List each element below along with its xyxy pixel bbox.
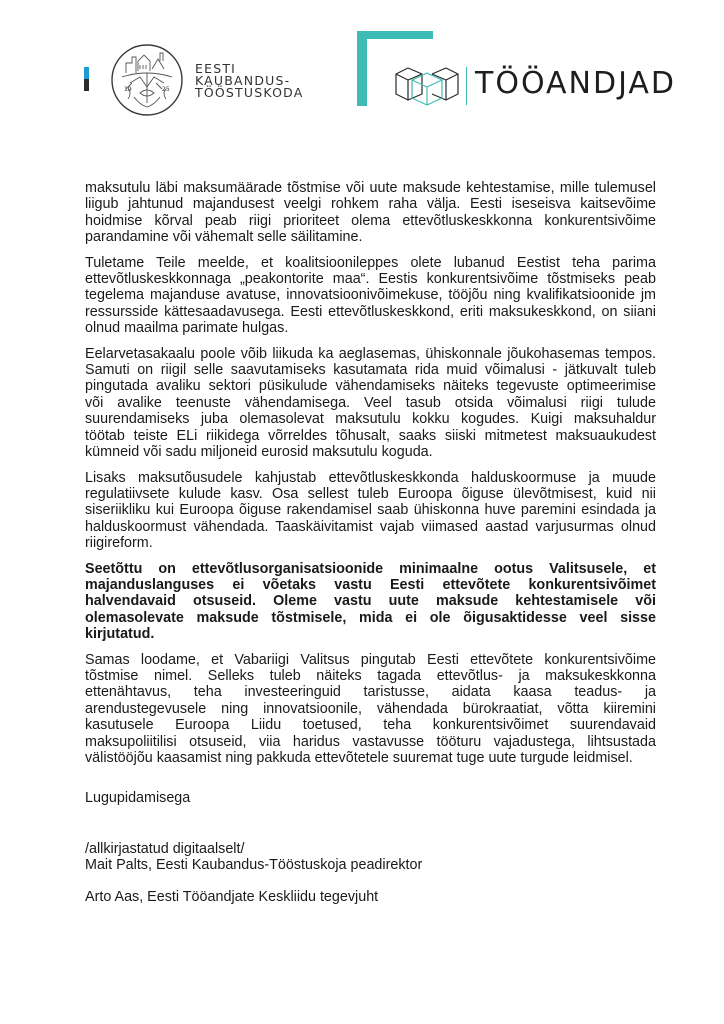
signatory-1: Mait Palts, Eesti Kaubandus-Tööstuskoja peadirektor (85, 857, 423, 874)
ekk-color-bar (84, 67, 89, 91)
cubes-logo-icon (394, 62, 460, 106)
paragraph-line: kümneid või sadu miljoneid eurosid maksutulu koguda. (85, 444, 433, 461)
paragraph-line: Lisaks maksutõusudele kahjustab ettevõtluskeskkonda halduskoormuse ja muude (85, 469, 656, 486)
paragraph-line: Eelarvetasakaalu poole võib liikuda ka aeglasemas, ühiskonnale jõukohasemas tempos. (85, 345, 656, 362)
paragraph-line: hoidmise kõrval peab riigi prioriteet olema ettevõtluskeskkonna konkurentsivõime (85, 212, 656, 229)
paragraph (85, 255, 656, 337)
employers-logo-name: TÖÖANDJAD (475, 66, 677, 101)
seal-year-left: 19 (124, 86, 132, 93)
ekk-name-line-1: EESTI (195, 61, 237, 76)
paragraph-line: parandamine või vähemalt selle säilitamine. (85, 229, 363, 246)
paragraph-line: regulatiivsete kulude kasv. Osa sellest tuleb Euroopa õiguse ülevõtmisest, kuid nii (85, 485, 656, 502)
chamber-seal-icon (110, 43, 184, 117)
paragraph-line: siseriikliku kui Euroopa õiguse rakendamisel saab ühiskonna huve paremini esindada ja (85, 502, 656, 519)
employers-logo-divider (466, 67, 467, 105)
paragraph-line: Samas loodame, et Vabariigi Valitsus pingutab Eesti ettevõtete konkurentsivõime (85, 651, 656, 668)
paragraph-line: halduskoormust vähendada. Taaskäivitamist vajab viimased aastad varjusurmas olnud (85, 518, 656, 535)
ekk-name-line-2: KAUBANDUS- (195, 73, 291, 88)
paragraph-line: Seetõttu on ettevõtlusorganisatsioonide minimaalne ootus Valitsusele, et (85, 560, 656, 577)
ekk-name-line-3: TÖÖSTUSKODA (195, 85, 304, 100)
closing-salutation: Lugupidamisega (85, 790, 191, 807)
paragraph-line: Tuletame Teile meelde, et koalitsioonileppes olete lubanud Eestist teha parima (85, 254, 656, 271)
paragraph-line: ettevõtluskeskkonnaga „peakontorite maa“. Eestis konkurentsivõime tõstmiseks peab (85, 271, 656, 288)
ekk-color-bar-blue (84, 67, 89, 79)
paragraph-line: maksutulu läbi maksumäärade tõstmise või uute maksude kehtestamise, mille tulemusel (85, 180, 656, 196)
paragraph-line: olemasolevate maksude tõstmisele, mida ei ole õigusaktidesse veel sisse (85, 609, 656, 626)
paragraph-line: tegelema majanduse avatuse, innovatsioonivõimekuse, tööjõu ning kvalifikatsioonide jm (85, 287, 656, 304)
signoff (85, 775, 656, 905)
paragraph (85, 561, 656, 643)
paragraph-line: Samuti on riigil selle saavutamiseks kasutamata rida muid võimalusi - jätkuvalt tuleb (85, 362, 656, 379)
paragraph-line: riigireform. (85, 535, 153, 552)
paragraph-line: kasutusele Euroopa Liidu toetused, teha konkurentsivõimet suurendavaid (85, 717, 656, 734)
paragraph-line: välistööjõu kaasamist ning pakkuda ettevõtetele suuremat tuge uute turgude leidmisel. (85, 750, 633, 766)
paragraph-line: maksupoliitilisi otsuseid, viia haridus vastavusse tööturu vajadustega, lihtsustada (85, 733, 656, 750)
paragraph (85, 180, 656, 246)
paragraph-line: ressursside kättesaadavusega. Eesti ettevõtluskeskkond, eriti maksukeskkond, on siiani (85, 303, 656, 320)
paragraph-line: suurendamiseks juba olemasolevat maksutulu kokku kogudes. Kuigi maksuhaldur (85, 411, 656, 428)
ekk-color-bar-dark (84, 79, 89, 91)
letter-body (85, 180, 656, 905)
signatory-2: Arto Aas, Eesti Tööandjate Keskliidu tegevjuht (85, 888, 379, 905)
paragraph (85, 470, 656, 552)
paragraph-line: tõstmise nimel. Selleks tuleb näiteks tagada ettevõtlus- ja maksukeskkonna (85, 667, 656, 684)
spacer (85, 874, 656, 889)
paragraph-line: pingutada avaliku sektori püsikulude vähendamiseks näiteks tegevuste optimeerimise (85, 378, 656, 395)
paragraph-line: arendustegevusele ning innovatsioonile, vähendada bürokraatiat, võtta kiiremini (85, 700, 656, 717)
paragraph (85, 346, 656, 461)
paragraph-line: halvendavaid otsuseid. Oleme vastu uute maksude kehtestamisele või (85, 593, 656, 610)
ekk-name (195, 63, 303, 99)
paragraph (85, 652, 656, 767)
signature-note: /allkirjastatud digitaalselt/ (85, 840, 245, 857)
paragraph-line: töötab teiste ELi riikidega võrreldes tõhusalt, saaks siiski mitmetest maksuaukudest (85, 427, 656, 444)
spacer (85, 775, 656, 790)
paragraph-line: majanduslanguses ei võetaks vastu Eesti ettevõtete konkurentsivõimet (85, 576, 656, 593)
spacer (85, 807, 656, 841)
paragraph-line: liigub jahtunud majandusest veelgi rohkem raha välja. Eesti iseseisva kaitsevõime (85, 196, 656, 213)
paragraph-line: või avalike teenuste vähendamisega. Veel tasub otsida võimalusi riigi tulude (85, 394, 656, 411)
seal-year-right: 25 (162, 86, 170, 93)
letterhead (0, 0, 724, 140)
paragraph-line: ettenähtavus, teha investeeringuid taristusse, aidata kaasa teadus- ja (85, 684, 656, 701)
paragraph-line: olnud maailma parimate hulgas. (85, 320, 289, 337)
paragraph-line: kirjutatud. (85, 626, 155, 643)
